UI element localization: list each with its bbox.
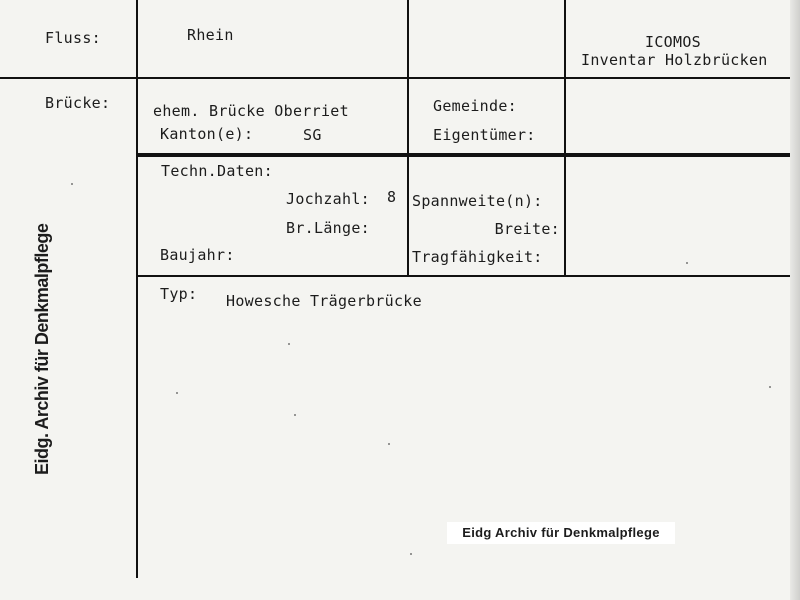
breite-label: Breite: [494, 220, 560, 238]
dust-speck [71, 183, 73, 185]
column-line-2 [407, 0, 409, 276]
typ-label: Typ: [160, 285, 198, 303]
typ-value: Howesche Trägerbrücke [226, 292, 422, 310]
dust-speck [686, 262, 688, 264]
divider-top [0, 77, 790, 79]
fluss-label: Fluss: [45, 29, 101, 47]
dust-speck [769, 386, 771, 388]
dust-speck [410, 553, 412, 555]
column-line-3 [564, 0, 566, 276]
baujahr-label: Baujahr: [160, 246, 235, 264]
kanton-label: Kanton(e): [160, 125, 254, 143]
eigentuemer-label: Eigentümer: [433, 126, 536, 144]
column-line-1 [136, 0, 138, 578]
page-edge [790, 0, 800, 600]
archive-side-text: Eidg. Archiv für Denkmalpflege [32, 223, 52, 475]
dust-speck [294, 414, 296, 416]
jochzahl-label: Jochzahl: [286, 190, 370, 208]
dust-speck [388, 443, 390, 445]
kanton-value: SG [303, 126, 322, 144]
fluss-value: Rhein [187, 26, 234, 44]
laenge-label: Br.Länge: [286, 219, 370, 237]
archive-stamp: Eidg Archiv für Denkmalpflege [447, 522, 675, 544]
gemeinde-label: Gemeinde: [433, 97, 517, 115]
header-title: Inventar Holzbrücken [581, 51, 768, 69]
divider-tech-bottom [138, 275, 790, 277]
header-org: ICOMOS [645, 33, 701, 51]
dust-speck [288, 343, 290, 345]
dust-speck [176, 392, 178, 394]
techn-daten-label: Techn.Daten: [161, 162, 273, 180]
bruecke-label: Brücke: [45, 94, 111, 112]
divider-mid [138, 153, 790, 157]
spannweite-label: Spannweite(n): [412, 192, 543, 210]
tragfaehigkeit-label: Tragfähigkeit: [412, 248, 543, 266]
jochzahl-value: 8 [387, 188, 397, 206]
bruecke-value: ehem. Brücke Oberriet [153, 102, 349, 120]
